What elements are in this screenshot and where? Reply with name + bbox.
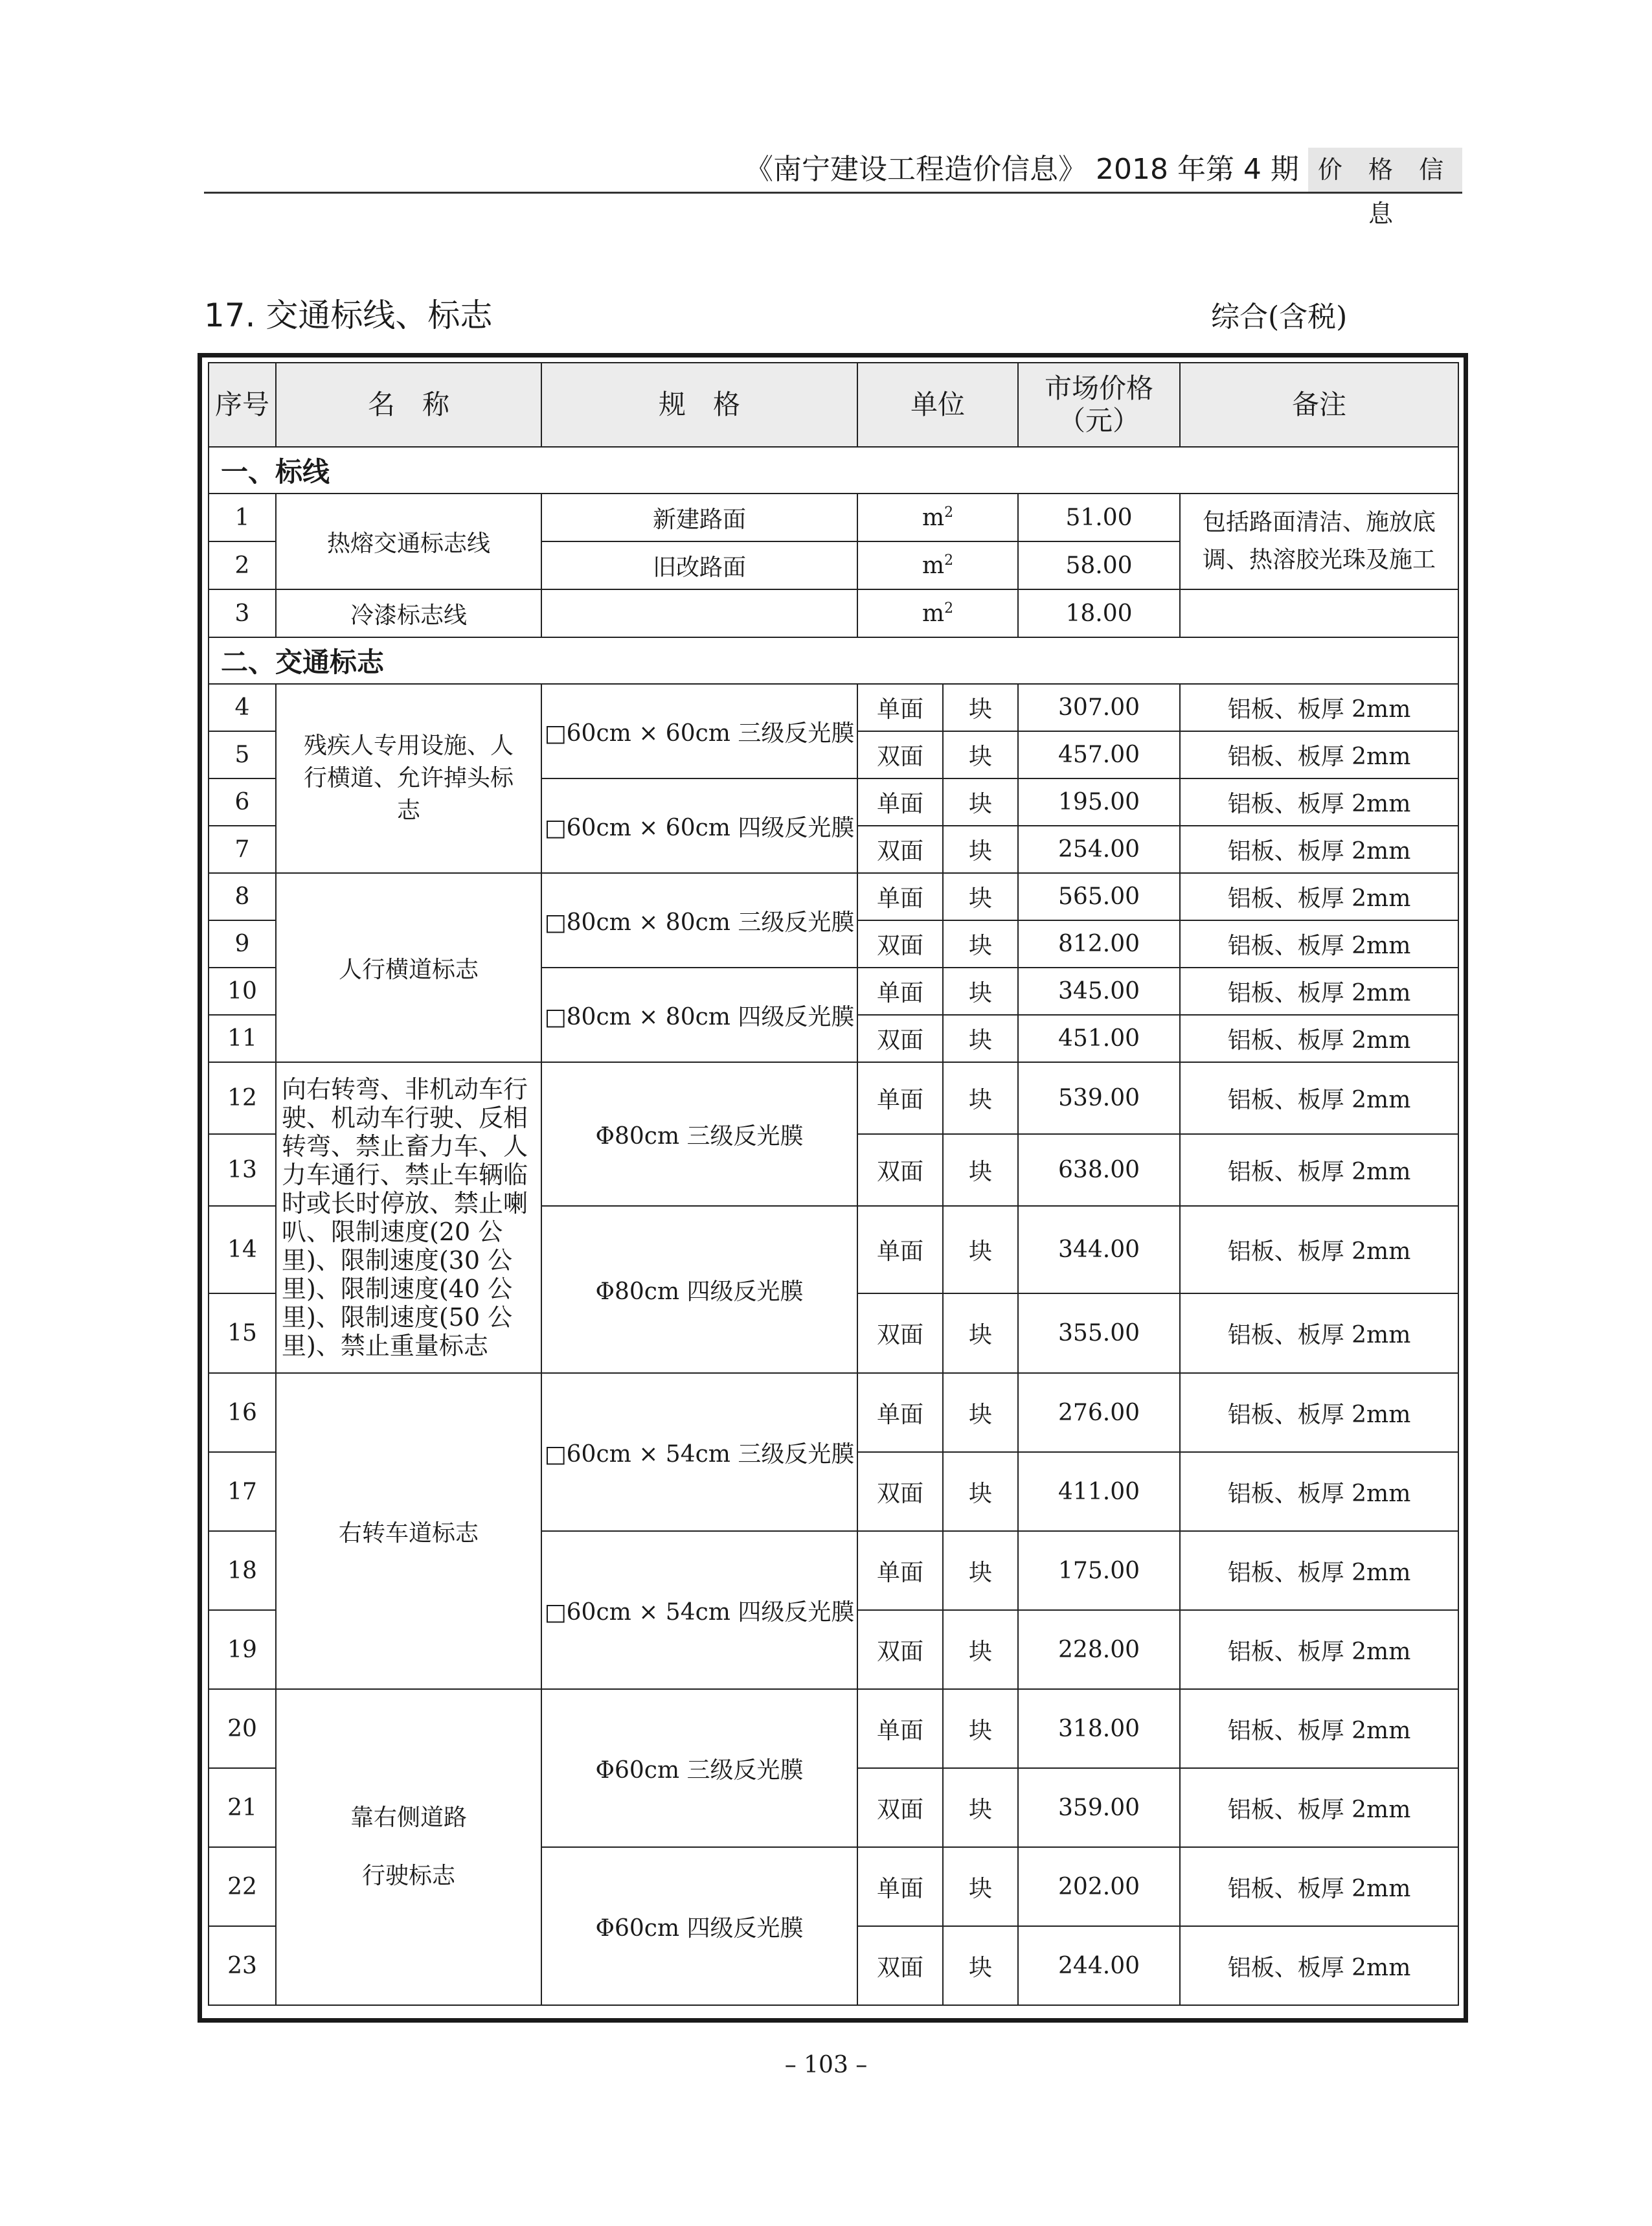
remark-cell: 铝板、板厚 2mm xyxy=(1180,1373,1458,1452)
remark-cell: 铝板、板厚 2mm xyxy=(1180,1847,1458,1926)
unit-cell: 块 xyxy=(943,920,1018,968)
unit-cell: 块 xyxy=(943,1062,1018,1134)
item-spec: □60cm × 54cm 四级反光膜 xyxy=(541,1531,857,1689)
price-cell: 457.00 xyxy=(1018,731,1180,778)
face-cell: 双面 xyxy=(857,1134,943,1206)
face-cell: 单面 xyxy=(857,1062,943,1134)
row-no: 12 xyxy=(209,1062,276,1134)
unit-cell: 块 xyxy=(943,1531,1018,1610)
header-rule xyxy=(204,192,1462,194)
item-name: 冷漆标志线 xyxy=(276,589,541,637)
item-name: 热熔交通标志线 xyxy=(276,494,541,589)
price-cell: 18.00 xyxy=(1018,589,1180,637)
price-cell: 539.00 xyxy=(1018,1062,1180,1134)
price-cell: 307.00 xyxy=(1018,684,1180,731)
price-cell: 344.00 xyxy=(1018,1206,1180,1293)
remark-cell: 铝板、板厚 2mm xyxy=(1180,1531,1458,1610)
item-spec: □60cm × 54cm 三级反光膜 xyxy=(541,1373,857,1531)
unit-cell: 块 xyxy=(943,1134,1018,1206)
item-name: 向右转弯、非机动车行驶、机动车行驶、反相转弯、禁止畜力车、人力车通行、禁止车辆临时或长时停放、禁止喇叭、限制速度(20 公里)、限制速度(30 公里)、限制速度(40 公里)、限制速度(50 公里)、禁止重量标志 xyxy=(276,1062,541,1373)
section-row-markings: 一、标线 xyxy=(209,447,1458,494)
row-no: 15 xyxy=(209,1293,276,1373)
item-spec: 新建路面 xyxy=(541,494,857,541)
remark-cell: 铝板、板厚 2mm xyxy=(1180,873,1458,920)
row-no: 22 xyxy=(209,1847,276,1926)
price-cell: 51.00 xyxy=(1018,494,1180,541)
item-name: 人行横道标志 xyxy=(276,873,541,1062)
price-cell: 228.00 xyxy=(1018,1610,1180,1689)
remark-cell: 铝板、板厚 2mm xyxy=(1180,1768,1458,1847)
price-cell: 345.00 xyxy=(1018,968,1180,1015)
item-spec: □60cm × 60cm 三级反光膜 xyxy=(541,684,857,778)
price-cell: 812.00 xyxy=(1018,920,1180,968)
unit-cell: 块 xyxy=(943,1610,1018,1689)
unit-cell: 块 xyxy=(943,873,1018,920)
price-cell: 202.00 xyxy=(1018,1847,1180,1926)
item-spec: □80cm × 80cm 四级反光膜 xyxy=(541,968,857,1062)
unit-cell: 块 xyxy=(943,1206,1018,1293)
unit-exponent: 2 xyxy=(944,504,954,521)
price-cell: 565.00 xyxy=(1018,873,1180,920)
section-tab: 价 格 信 息 xyxy=(1308,148,1462,192)
row-no: 18 xyxy=(209,1531,276,1610)
tax-note: 综合(含税) xyxy=(1211,301,1348,334)
item-spec: □80cm × 80cm 三级反光膜 xyxy=(541,873,857,968)
item-name: 右转车道标志 xyxy=(276,1373,541,1689)
row-no: 9 xyxy=(209,920,276,968)
unit-cell xyxy=(857,589,1018,637)
price-cell: 254.00 xyxy=(1018,826,1180,873)
row-no: 2 xyxy=(209,541,276,589)
price-cell: 355.00 xyxy=(1018,1293,1180,1373)
unit-cell: 块 xyxy=(943,1015,1018,1062)
unit-cell: 块 xyxy=(943,1373,1018,1452)
price-cell: 318.00 xyxy=(1018,1689,1180,1768)
remark-cell: 铝板、板厚 2mm xyxy=(1180,778,1458,826)
item-name-line: 靠右侧道路 xyxy=(350,1804,467,1831)
face-cell: 双面 xyxy=(857,1015,943,1062)
remark-cell: 铝板、板厚 2mm xyxy=(1180,1293,1458,1373)
item-spec: Φ60cm 四级反光膜 xyxy=(541,1847,857,2005)
face-cell: 双面 xyxy=(857,920,943,968)
face-cell: 双面 xyxy=(857,1452,943,1531)
remark-cell: 铝板、板厚 2mm xyxy=(1180,1206,1458,1293)
face-cell: 双面 xyxy=(857,1768,943,1847)
row-no: 7 xyxy=(209,826,276,873)
item-spec: 旧改路面 xyxy=(541,541,857,589)
face-cell: 双面 xyxy=(857,826,943,873)
row-no: 8 xyxy=(209,873,276,920)
face-cell: 单面 xyxy=(857,1689,943,1768)
unit-cell xyxy=(857,494,1018,541)
remark-cell: 铝板、板厚 2mm xyxy=(1180,968,1458,1015)
face-cell: 双面 xyxy=(857,1293,943,1373)
price-cell: 276.00 xyxy=(1018,1373,1180,1452)
unit-symbol: m xyxy=(922,504,945,531)
price-cell: 451.00 xyxy=(1018,1015,1180,1062)
unit-cell: 块 xyxy=(943,778,1018,826)
unit-exponent: 2 xyxy=(944,600,954,617)
unit-cell: 块 xyxy=(943,1452,1018,1531)
remark-cell: 铝板、板厚 2mm xyxy=(1180,684,1458,731)
unit-exponent: 2 xyxy=(944,552,954,569)
row-no: 17 xyxy=(209,1452,276,1531)
header-name: 名 称 xyxy=(276,363,541,447)
unit-cell: 块 xyxy=(943,968,1018,1015)
row-no: 19 xyxy=(209,1610,276,1689)
unit-cell xyxy=(857,541,1018,589)
section-row-signs: 二、交通标志 xyxy=(209,637,1458,684)
item-spec: □60cm × 60cm 四级反光膜 xyxy=(541,778,857,873)
unit-cell: 块 xyxy=(943,826,1018,873)
unit-symbol: m xyxy=(922,600,945,627)
face-cell: 单面 xyxy=(857,1531,943,1610)
item-spec: Φ80cm 四级反光膜 xyxy=(541,1206,857,1373)
remark-cell: 铝板、板厚 2mm xyxy=(1180,1062,1458,1134)
price-cell: 175.00 xyxy=(1018,1531,1180,1610)
item-spec: Φ80cm 三级反光膜 xyxy=(541,1062,857,1206)
unit-cell: 块 xyxy=(943,1689,1018,1768)
face-cell: 单面 xyxy=(857,684,943,731)
unit-cell: 块 xyxy=(943,1293,1018,1373)
remark-cell: 铝板、板厚 2mm xyxy=(1180,1689,1458,1768)
remark-cell: 铝板、板厚 2mm xyxy=(1180,1134,1458,1206)
face-cell: 单面 xyxy=(857,873,943,920)
unit-cell: 块 xyxy=(943,1847,1018,1926)
row-no: 5 xyxy=(209,731,276,778)
price-table xyxy=(208,362,1459,2006)
row-no: 20 xyxy=(209,1689,276,1768)
item-name xyxy=(276,1689,541,2005)
price-cell: 359.00 xyxy=(1018,1768,1180,1847)
item-spec xyxy=(541,589,857,637)
remark-cell: 铝板、板厚 2mm xyxy=(1180,731,1458,778)
remark-cell: 铝板、板厚 2mm xyxy=(1180,1015,1458,1062)
header-unit: 单位 xyxy=(857,363,1018,447)
row-no: 14 xyxy=(209,1206,276,1293)
row-no: 23 xyxy=(209,1926,276,2005)
item-name-line: 行驶标志 xyxy=(361,1863,455,1889)
remark-cell: 铝板、板厚 2mm xyxy=(1180,1926,1458,2005)
price-cell: 638.00 xyxy=(1018,1134,1180,1206)
page-number: – 103 – xyxy=(784,2052,868,2078)
remark-cell: 铝板、板厚 2mm xyxy=(1180,1610,1458,1689)
face-cell: 双面 xyxy=(857,1610,943,1689)
face-cell: 单面 xyxy=(857,968,943,1015)
row-no: 3 xyxy=(209,589,276,637)
face-cell: 双面 xyxy=(857,731,943,778)
header-no: 序号 xyxy=(209,363,276,447)
price-cell: 195.00 xyxy=(1018,778,1180,826)
row-no: 4 xyxy=(209,684,276,731)
face-cell: 单面 xyxy=(857,1847,943,1926)
row-no: 21 xyxy=(209,1768,276,1847)
unit-symbol: m xyxy=(922,552,945,579)
header-spec: 规 格 xyxy=(541,363,857,447)
publication-title: 《南宁建设工程造价信息》 2018 年第 4 期 xyxy=(745,153,1299,186)
row-no: 16 xyxy=(209,1373,276,1452)
row-no: 6 xyxy=(209,778,276,826)
row-no: 11 xyxy=(209,1015,276,1062)
remark-cell: 铝板、板厚 2mm xyxy=(1180,1452,1458,1531)
section-title: 17. 交通标线、标志 xyxy=(204,297,493,334)
item-spec: Φ60cm 三级反光膜 xyxy=(541,1689,857,1847)
face-cell: 双面 xyxy=(857,1926,943,2005)
remark-cell: 包括路面清洁、施放底调、热溶胶光珠及施工 xyxy=(1180,494,1458,589)
face-cell: 单面 xyxy=(857,1373,943,1452)
row-no: 1 xyxy=(209,494,276,541)
item-name: 残疾人专用设施、人行横道、允许掉头标志 xyxy=(276,684,541,873)
price-cell: 411.00 xyxy=(1018,1452,1180,1531)
unit-cell: 块 xyxy=(943,1768,1018,1847)
unit-cell: 块 xyxy=(943,684,1018,731)
remark-cell: 铝板、板厚 2mm xyxy=(1180,826,1458,873)
price-cell: 58.00 xyxy=(1018,541,1180,589)
remark-cell: 铝板、板厚 2mm xyxy=(1180,920,1458,968)
header-remark: 备注 xyxy=(1180,363,1458,447)
header-price: 市场价格（元） xyxy=(1018,363,1180,447)
face-cell: 单面 xyxy=(857,778,943,826)
row-no: 13 xyxy=(209,1134,276,1206)
row-no: 10 xyxy=(209,968,276,1015)
remark-cell xyxy=(1180,589,1458,637)
unit-cell: 块 xyxy=(943,1926,1018,2005)
unit-cell: 块 xyxy=(943,731,1018,778)
price-cell: 244.00 xyxy=(1018,1926,1180,2005)
face-cell: 单面 xyxy=(857,1206,943,1293)
